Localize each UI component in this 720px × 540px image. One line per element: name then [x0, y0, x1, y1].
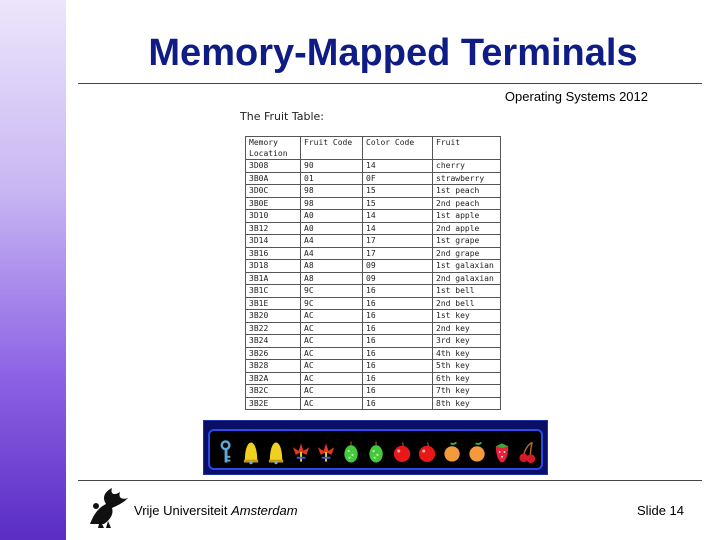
grape-icon	[366, 439, 386, 465]
title-divider	[78, 83, 702, 84]
cell-color-code: 16	[363, 310, 433, 323]
cherry-icon	[517, 439, 537, 465]
cell-fruit-code: AC	[301, 360, 363, 373]
cell-color-code: 14	[363, 160, 433, 173]
cell-memory-location: 3B0E	[246, 197, 301, 210]
cell-color-code: 15	[363, 185, 433, 198]
cell-memory-location: 3B22	[246, 322, 301, 335]
cell-color-code: 16	[363, 372, 433, 385]
cell-fruit: 1st peach	[433, 185, 501, 198]
peach-icon	[467, 439, 487, 465]
cell-fruit: 2nd apple	[433, 222, 501, 235]
cell-fruit: 3rd key	[433, 335, 501, 348]
cell-fruit-code: AC	[301, 335, 363, 348]
cell-fruit: cherry	[433, 160, 501, 173]
table-row	[246, 385, 501, 398]
cell-color-code: 0F	[363, 172, 433, 185]
cell-fruit-code: AC	[301, 385, 363, 398]
table-row	[246, 310, 501, 323]
fruit-table-body	[246, 160, 501, 410]
cell-color-code: 16	[363, 360, 433, 373]
cell-fruit: 2nd galaxian	[433, 272, 501, 285]
footer-organization	[134, 503, 298, 518]
table-row	[246, 185, 501, 198]
cell-memory-location: 3B26	[246, 347, 301, 360]
key-icon	[216, 439, 236, 465]
table-row	[246, 285, 501, 298]
cell-color-code: 16	[363, 297, 433, 310]
cell-color-code: 16	[363, 385, 433, 398]
cell-fruit: 2nd bell	[433, 297, 501, 310]
slide-number: Slide 14	[637, 503, 684, 518]
cell-fruit: 1st galaxian	[433, 260, 501, 273]
table-row	[246, 272, 501, 285]
cell-memory-location: 3B12	[246, 222, 301, 235]
cell-memory-location: 3B16	[246, 247, 301, 260]
cell-fruit: 1st key	[433, 310, 501, 323]
table-row	[246, 335, 501, 348]
cell-fruit-code: AC	[301, 347, 363, 360]
cell-fruit-code: A0	[301, 222, 363, 235]
table-row	[246, 235, 501, 248]
cell-fruit: strawberry	[433, 172, 501, 185]
cell-memory-location: 3B2C	[246, 385, 301, 398]
cell-fruit-code: A8	[301, 272, 363, 285]
game-status-frame	[208, 429, 543, 470]
cell-memory-location: 3B1A	[246, 272, 301, 285]
header-fruit-code: Fruit Code	[301, 137, 363, 160]
cell-memory-location: 3B1E	[246, 297, 301, 310]
fruit-table-caption: The Fruit Table:	[240, 110, 324, 123]
cell-memory-location: 3B0A	[246, 172, 301, 185]
table-row	[246, 297, 501, 310]
cell-fruit-code: AC	[301, 397, 363, 410]
table-row	[246, 160, 501, 173]
cell-color-code: 17	[363, 235, 433, 248]
fruit-table-header-row	[246, 137, 501, 160]
slide-title: Memory-Mapped Terminals	[148, 32, 638, 74]
cell-memory-location: 3D18	[246, 260, 301, 273]
cell-memory-location: 3B2A	[246, 372, 301, 385]
cell-fruit-code: 90	[301, 160, 363, 173]
cell-fruit: 5th key	[433, 360, 501, 373]
table-row	[246, 222, 501, 235]
bell-icon	[241, 439, 261, 465]
table-row	[246, 322, 501, 335]
grape-icon	[341, 439, 361, 465]
cell-fruit: 6th key	[433, 372, 501, 385]
table-row	[246, 247, 501, 260]
table-row	[246, 372, 501, 385]
header-memory-location: Memory Location	[246, 137, 301, 160]
fruit-sprite-row	[216, 435, 537, 469]
cell-memory-location: 3B20	[246, 310, 301, 323]
table-row	[246, 360, 501, 373]
cell-fruit: 2nd grape	[433, 247, 501, 260]
cell-memory-location: 3B2E	[246, 397, 301, 410]
cell-color-code: 16	[363, 347, 433, 360]
fruit-table	[245, 136, 501, 410]
table-row	[246, 397, 501, 410]
cell-fruit-code: A4	[301, 235, 363, 248]
cell-color-code: 15	[363, 197, 433, 210]
apple-icon	[392, 439, 412, 465]
apple-icon	[417, 439, 437, 465]
galaxian-icon	[291, 439, 311, 465]
cell-color-code: 16	[363, 397, 433, 410]
cell-color-code: 17	[363, 247, 433, 260]
cell-fruit-code: A4	[301, 247, 363, 260]
table-row	[246, 260, 501, 273]
cell-fruit-code: 01	[301, 172, 363, 185]
cell-fruit: 4th key	[433, 347, 501, 360]
footer-divider	[78, 480, 702, 481]
cell-fruit-code: AC	[301, 322, 363, 335]
cell-color-code: 09	[363, 272, 433, 285]
cell-memory-location: 3D0C	[246, 185, 301, 198]
bell-icon	[266, 439, 286, 465]
table-row	[246, 197, 501, 210]
course-subtitle: Operating Systems 2012	[504, 89, 648, 104]
university-griffin-logo-icon	[84, 484, 130, 530]
cell-fruit: 1st grape	[433, 235, 501, 248]
cell-fruit-code: 9C	[301, 297, 363, 310]
game-status-bar	[203, 420, 548, 475]
cell-color-code: 14	[363, 222, 433, 235]
cell-fruit: 7th key	[433, 385, 501, 398]
header-fruit: Fruit	[433, 137, 501, 160]
cell-memory-location: 3D10	[246, 210, 301, 223]
galaxian-icon	[316, 439, 336, 465]
cell-fruit: 1st apple	[433, 210, 501, 223]
cell-color-code: 09	[363, 260, 433, 273]
slide-sidebar-gradient	[0, 0, 66, 540]
peach-icon	[442, 439, 462, 465]
cell-fruit: 8th key	[433, 397, 501, 410]
cell-color-code: 16	[363, 335, 433, 348]
cell-color-code: 16	[363, 322, 433, 335]
cell-memory-location: 3B1C	[246, 285, 301, 298]
cell-memory-location: 3B24	[246, 335, 301, 348]
cell-color-code: 14	[363, 210, 433, 223]
cell-fruit: 2nd key	[433, 322, 501, 335]
cell-fruit-code: A0	[301, 210, 363, 223]
cell-memory-location: 3D14	[246, 235, 301, 248]
cell-fruit-code: 98	[301, 185, 363, 198]
cell-fruit-code: AC	[301, 310, 363, 323]
cell-fruit-code: A8	[301, 260, 363, 273]
cell-memory-location: 3D08	[246, 160, 301, 173]
strawberry-icon	[492, 439, 512, 465]
cell-fruit-code: AC	[301, 372, 363, 385]
cell-fruit-code: 9C	[301, 285, 363, 298]
cell-memory-location: 3B28	[246, 360, 301, 373]
cell-color-code: 16	[363, 285, 433, 298]
table-row	[246, 172, 501, 185]
footer-org-suffix: Amsterdam	[231, 503, 298, 518]
footer-org-prefix: Vrije Universiteit	[134, 503, 228, 518]
cell-fruit-code: 98	[301, 197, 363, 210]
header-color-code: Color Code	[363, 137, 433, 160]
table-row	[246, 347, 501, 360]
table-row	[246, 210, 501, 223]
cell-fruit: 1st bell	[433, 285, 501, 298]
cell-fruit: 2nd peach	[433, 197, 501, 210]
